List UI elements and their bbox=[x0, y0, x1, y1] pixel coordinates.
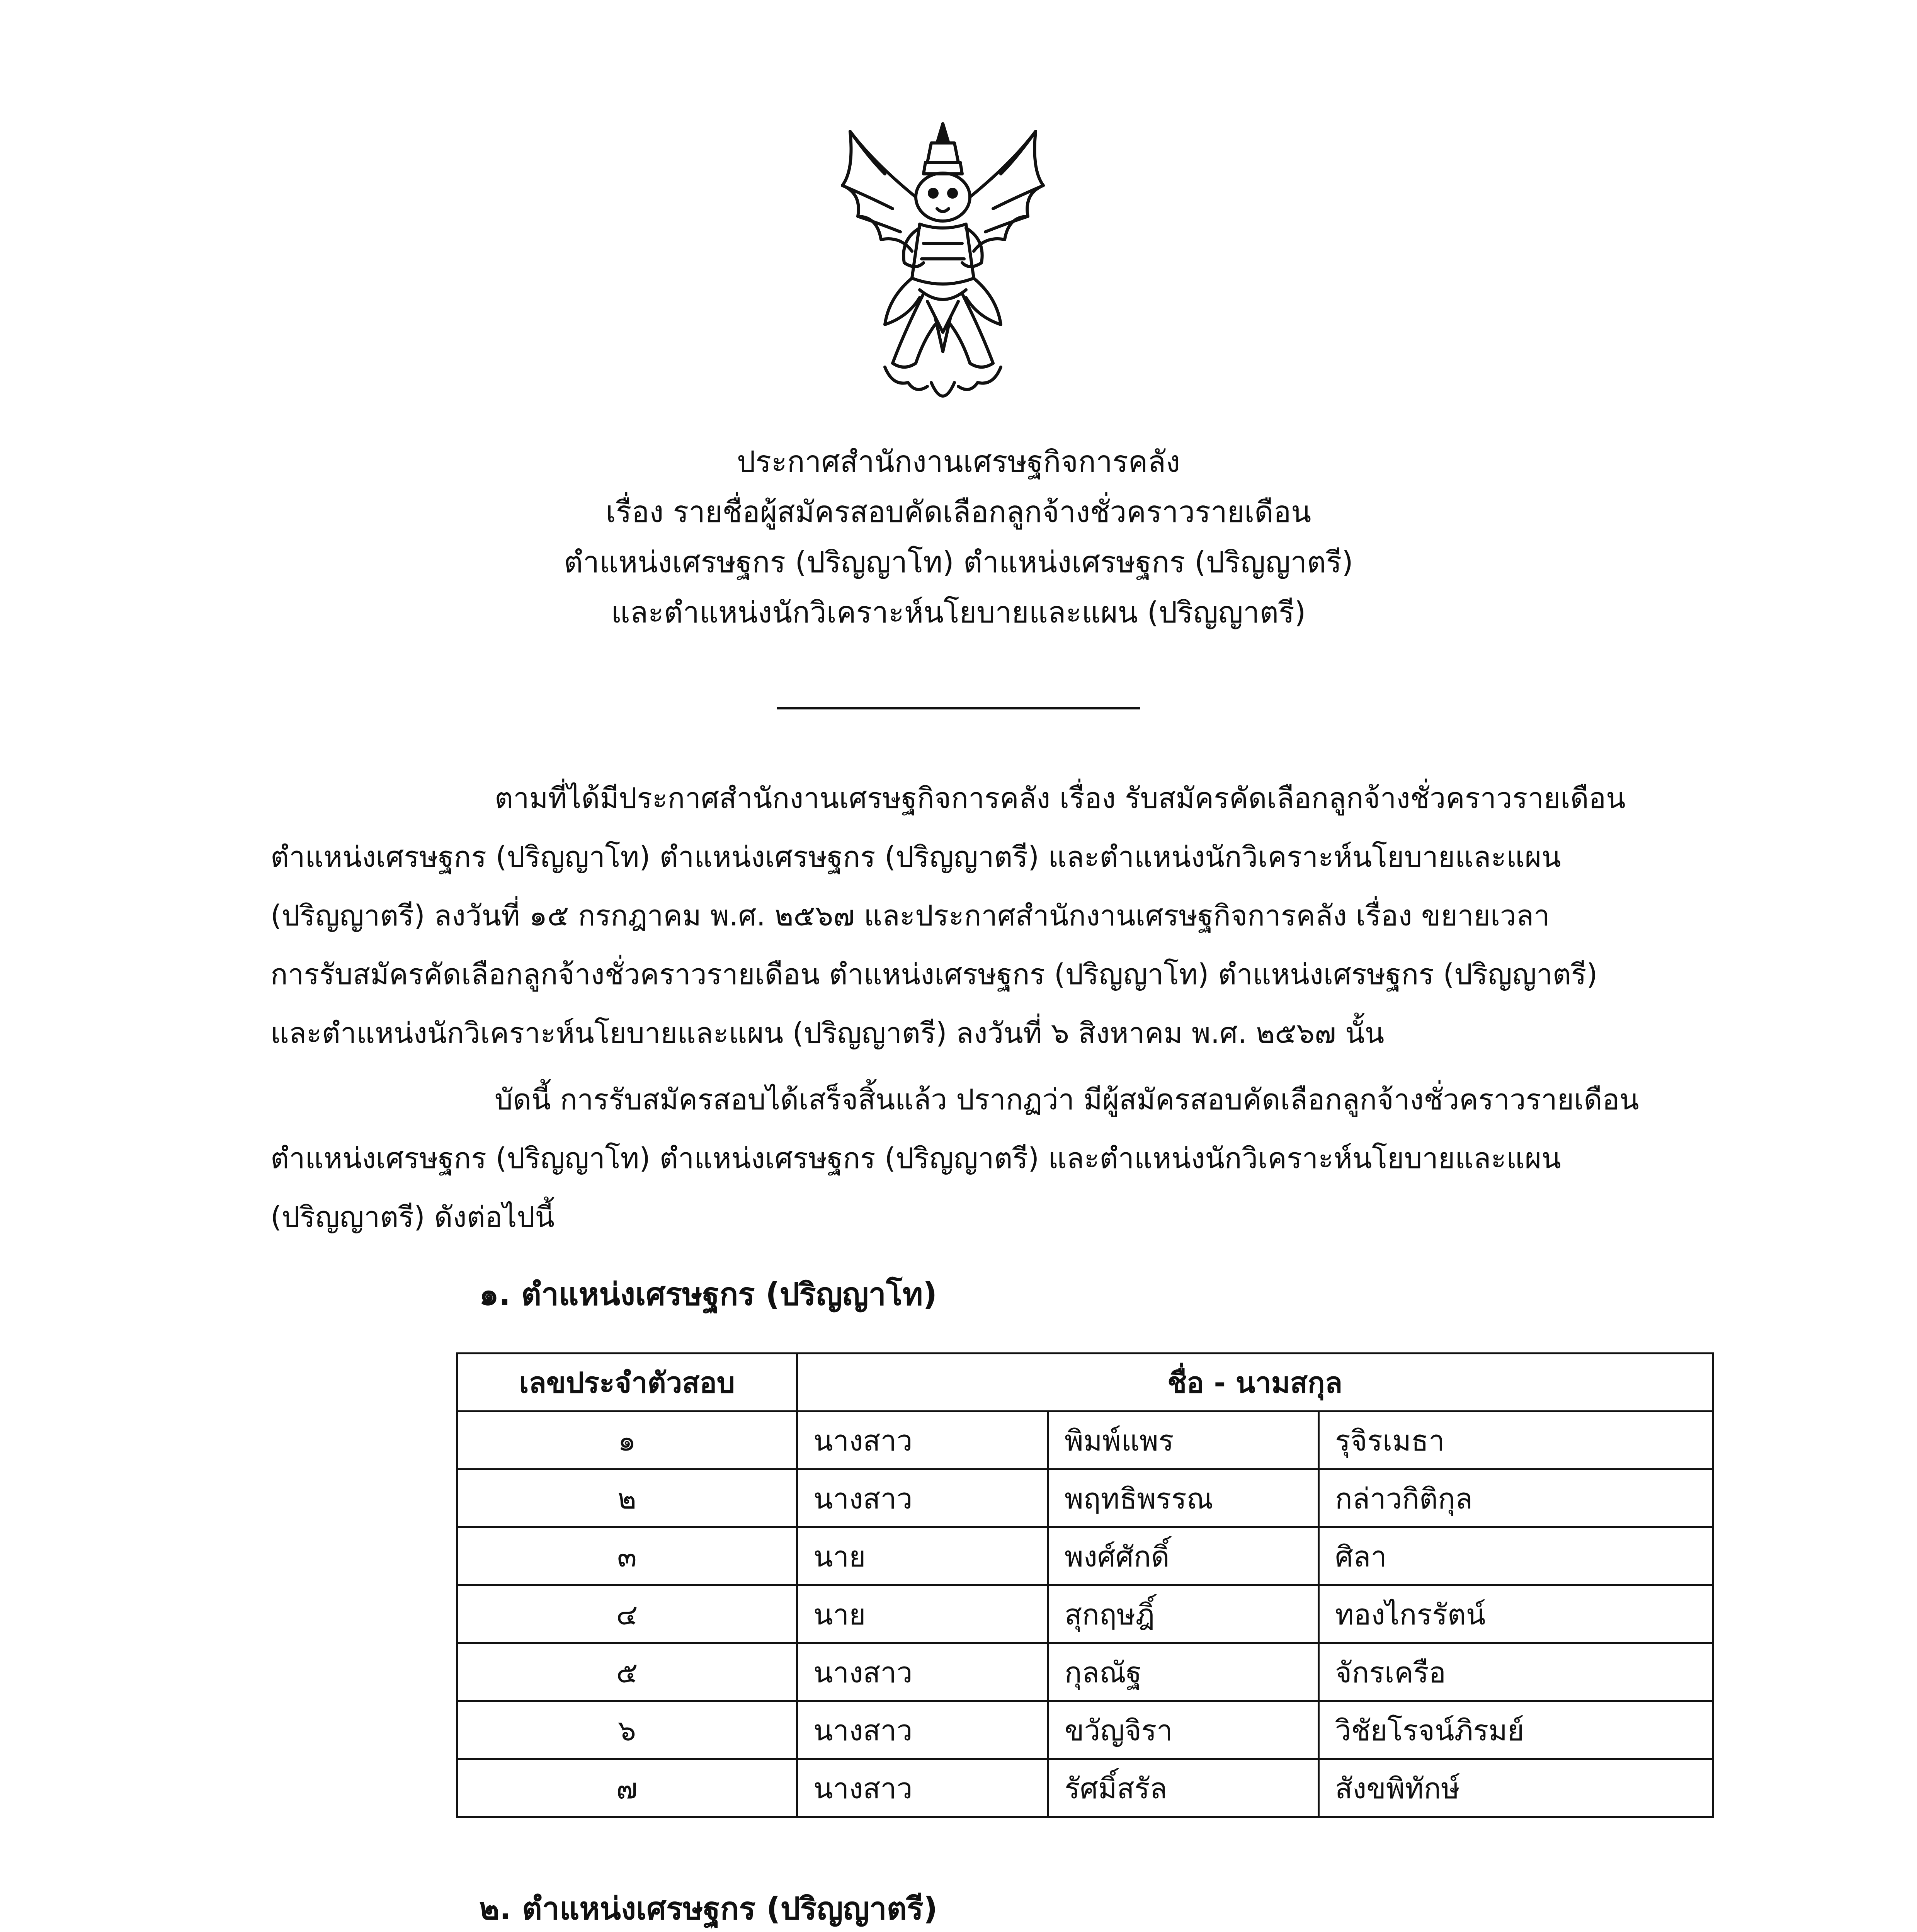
last-name-cell: วิชัยโรจน์ภิรมย์ bbox=[1319, 1701, 1713, 1759]
first-name-cell: รัศมิ์สรัล bbox=[1048, 1759, 1319, 1817]
paragraph-1 bbox=[270, 769, 1712, 1063]
paragraph-2-line: ตำแหน่งเศรษฐกร (ปริญญาโท) ตำแหน่งเศรษฐกร (ปริญญาตรี) และตำแหน่งนักวิเคราะห์นโยบายและแผน bbox=[270, 1142, 1561, 1175]
table-row bbox=[457, 1585, 1713, 1643]
first-name-cell: สุกฤษฎิ์ bbox=[1048, 1585, 1319, 1643]
title-prefix-cell: นางสาว bbox=[797, 1701, 1048, 1759]
table-row bbox=[457, 1412, 1713, 1469]
title-prefix-cell: นาย bbox=[797, 1585, 1048, 1643]
section-1-title: ๑. ตำแหน่งเศรษฐกร (ปริญญาโท) bbox=[479, 1276, 937, 1312]
title-prefix-cell: นางสาว bbox=[797, 1412, 1048, 1469]
section-2-title: ๒. ตำแหน่งเศรษฐกร (ปริญญาตรี) bbox=[479, 1891, 938, 1927]
first-name-cell: กุลณัฐ bbox=[1048, 1643, 1319, 1701]
exam-number-cell: ๒ bbox=[457, 1469, 797, 1527]
section-1-table bbox=[456, 1352, 1714, 1818]
announcement-heading bbox=[270, 437, 1647, 638]
title-prefix-cell: นางสาว bbox=[797, 1643, 1048, 1701]
last-name-cell: สังขพิทักษ์ bbox=[1319, 1759, 1713, 1817]
paragraph-1-line: ตำแหน่งเศรษฐกร (ปริญญาโท) ตำแหน่งเศรษฐกร (ปริญญาตรี) และตำแหน่งนักวิเคราะห์นโยบายและแผน bbox=[270, 840, 1561, 874]
title-prefix-cell: นางสาว bbox=[797, 1469, 1048, 1527]
title-prefix-cell: นางสาว bbox=[797, 1759, 1048, 1817]
first-name-cell: พฤทธิพรรณ bbox=[1048, 1469, 1319, 1527]
first-name-cell: พิมพ์แพร bbox=[1048, 1412, 1319, 1469]
heading-line-2: เรื่อง รายชื่อผู้สมัครสอบคัดเลือกลูกจ้างชั่วคราวรายเดือน bbox=[606, 495, 1311, 529]
title-prefix-cell: นาย bbox=[797, 1527, 1048, 1585]
heading-line-1: ประกาศสำนักงานเศรษฐกิจการคลัง bbox=[737, 444, 1180, 479]
table-row bbox=[457, 1759, 1713, 1817]
paragraph-1-line: การรับสมัครคัดเลือกลูกจ้างชั่วคราวรายเดือน ตำแหน่งเศรษฐกร (ปริญญาโท) ตำแหน่งเศรษฐกร (ปริญญาตรี) bbox=[270, 958, 1598, 991]
header-full-name: ชื่อ - นามสกุล bbox=[797, 1354, 1713, 1412]
exam-number-cell: ๕ bbox=[457, 1643, 797, 1701]
heading-line-4: และตำแหน่งนักวิเคราะห์นโยบายและแผน (ปริญญาตรี) bbox=[611, 595, 1306, 629]
exam-number-cell: ๖ bbox=[457, 1701, 797, 1759]
paragraph-2 bbox=[270, 1070, 1712, 1247]
first-name-cell: พงศ์ศักดิ์ bbox=[1048, 1527, 1319, 1585]
exam-number-cell: ๗ bbox=[457, 1759, 797, 1817]
table-header-row bbox=[457, 1354, 1713, 1412]
exam-number-cell: ๑ bbox=[457, 1412, 797, 1469]
header-exam-id: เลขประจำตัวสอบ bbox=[457, 1354, 797, 1412]
exam-number-cell: ๓ bbox=[457, 1527, 797, 1585]
table-row bbox=[457, 1701, 1713, 1759]
last-name-cell: รุจิรเมธา bbox=[1319, 1412, 1713, 1469]
paragraph-1-line: และตำแหน่งนักวิเคราะห์นโยบายและแผน (ปริญญาตรี) ลงวันที่ ๖ สิงหาคม พ.ศ. ๒๕๖๗ นั้น bbox=[270, 1017, 1385, 1050]
table-row bbox=[457, 1527, 1713, 1585]
section-1-rows bbox=[457, 1412, 1713, 1817]
last-name-cell: กล่าวกิติกุล bbox=[1319, 1469, 1713, 1527]
garuda-emblem bbox=[827, 116, 1059, 417]
heading-divider bbox=[777, 707, 1140, 709]
last-name-cell: ทองไกรรัตน์ bbox=[1319, 1585, 1713, 1643]
first-name-cell: ขวัญจิรา bbox=[1048, 1701, 1319, 1759]
paragraph-2-line: บัดนี้ การรับสมัครสอบได้เสร็จสิ้นแล้ว ปรากฏว่า มีผู้สมัครสอบคัดเลือกลูกจ้างชั่วคราวรายเดือน bbox=[495, 1083, 1639, 1116]
table-row bbox=[457, 1469, 1713, 1527]
last-name-cell: จักรเครือ bbox=[1319, 1643, 1713, 1701]
paragraph-2-line: (ปริญญาตรี) ดังต่อไปนี้ bbox=[270, 1201, 555, 1234]
table-row bbox=[457, 1643, 1713, 1701]
exam-number-cell: ๔ bbox=[457, 1585, 797, 1643]
paragraph-1-line: (ปริญญาตรี) ลงวันที่ ๑๕ กรกฎาคม พ.ศ. ๒๕๖๗ และประกาศสำนักงานเศรษฐกิจการคลัง เรื่อง ขยายเวลา bbox=[270, 899, 1550, 932]
last-name-cell: ศิลา bbox=[1319, 1527, 1713, 1585]
heading-line-3: ตำแหน่งเศรษฐกร (ปริญญาโท) ตำแหน่งเศรษฐกร (ปริญญาตรี) bbox=[564, 545, 1353, 579]
paragraph-1-line: ตามที่ได้มีประกาศสำนักงานเศรษฐกิจการคลัง เรื่อง รับสมัครคัดเลือกลูกจ้างชั่วคราวรายเดือน bbox=[495, 782, 1626, 815]
